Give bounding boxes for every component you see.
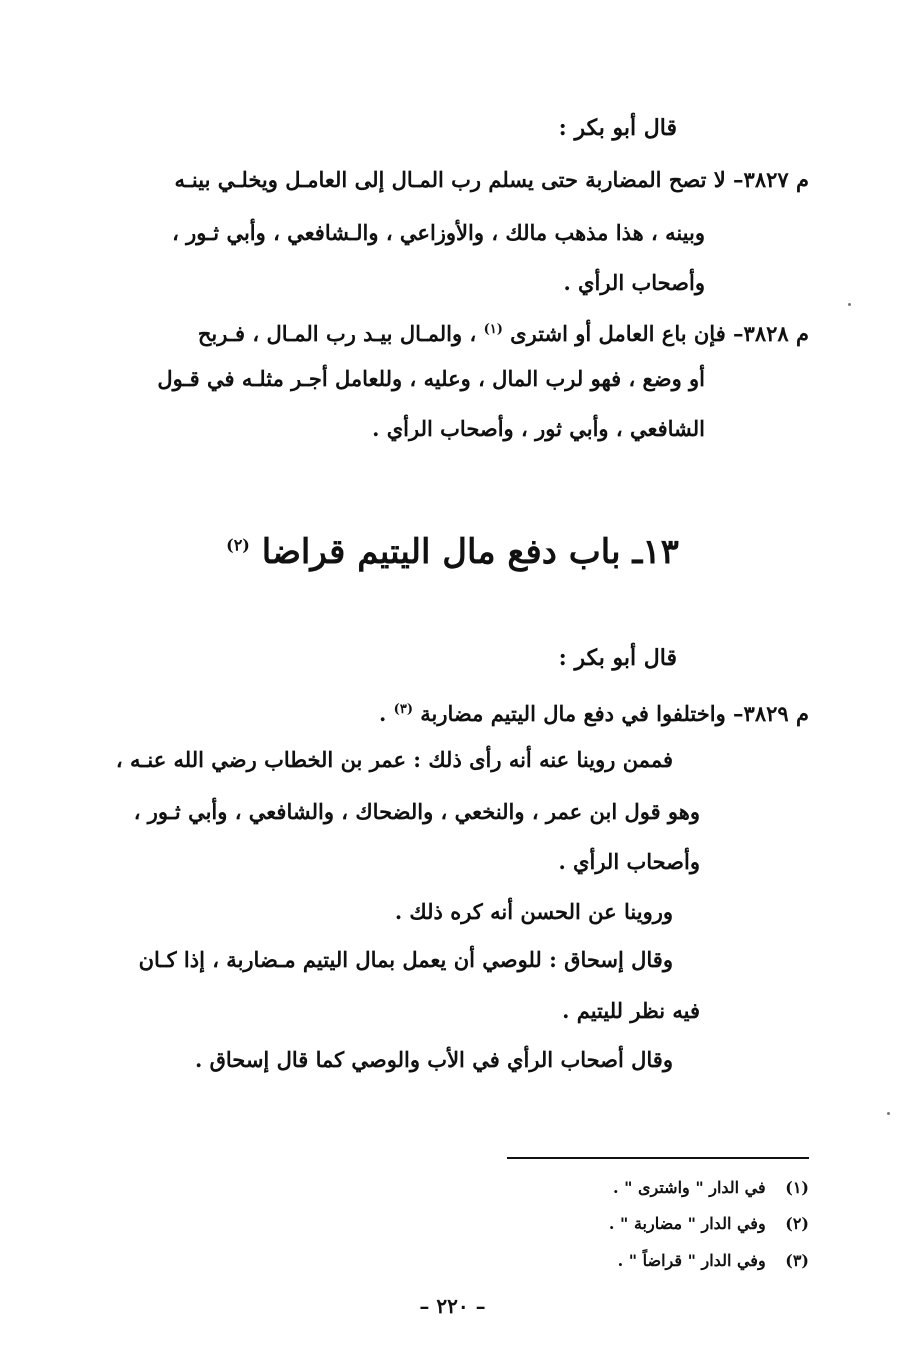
page-number: – ٢٢٠ – bbox=[419, 1294, 486, 1318]
scan-speck bbox=[887, 1112, 890, 1115]
item-text: واختلفوا في دفع مال اليتيم مضاربة bbox=[420, 701, 726, 726]
item-number: م ٣٨٢٧– bbox=[733, 167, 809, 192]
paragraph-line: الشافعي ، وأبي ثور ، وأصحاب الرأي . bbox=[372, 416, 705, 441]
footnote bbox=[618, 1251, 809, 1270]
footnote-separator bbox=[507, 1157, 809, 1159]
scan-speck bbox=[848, 303, 851, 306]
footnote-text: وفي الدار " قراضاً " . bbox=[617, 1251, 766, 1270]
paragraph-line: وقال أصحاب الرأي في الأب والوصي كما قال إسحاق . bbox=[194, 1047, 673, 1072]
footnote-text: في الدار " واشترى " . bbox=[612, 1178, 766, 1197]
footnote-ref[interactable]: (٢) bbox=[226, 535, 250, 555]
paragraph-line: وهو قول ابن عمر ، والنخعي ، والضحاك ، والشافعي ، وأبي ثـور ، bbox=[133, 799, 700, 824]
footnote-mark: (٢) bbox=[785, 1214, 809, 1233]
item-number: م ٣٨٢٨– bbox=[733, 321, 809, 346]
footnote-ref[interactable]: (١) bbox=[483, 322, 503, 337]
item-text: لا تصح المضاربة حتى يسلم رب المـال إلى العامـل ويخلـي بينـه bbox=[174, 167, 726, 192]
paragraph-line: وقال إسحاق : للوصي أن يعمل بمال اليتيم مـضاربة ، إذا كـان bbox=[138, 947, 673, 972]
paragraph-line: وأصحاب الرأي . bbox=[558, 849, 700, 874]
chapter-title bbox=[0, 532, 905, 572]
item-text: . bbox=[379, 701, 387, 726]
footnote-mark: (٣) bbox=[785, 1251, 809, 1270]
footnote bbox=[609, 1214, 809, 1233]
section-heading: قال أبو بكر : bbox=[558, 115, 677, 141]
paragraph-line: وروينا عن الحسن أنه كره ذلك . bbox=[394, 899, 673, 924]
paragraph-line: وأصحاب الرأي . bbox=[563, 270, 705, 295]
paragraph-line bbox=[198, 315, 809, 349]
footnote-text: وفي الدار " مضاربة " . bbox=[608, 1214, 766, 1233]
chapter-title-text: ١٣ـ باب دفع مال اليتيم قراضا bbox=[261, 532, 679, 572]
footnote bbox=[613, 1178, 809, 1197]
footnote-mark: (١) bbox=[785, 1178, 809, 1197]
item-number: م ٣٨٢٩– bbox=[733, 701, 809, 726]
paragraph-line bbox=[379, 695, 809, 729]
item-text: ، والمـال بيـد رب المـال ، فـربح bbox=[197, 321, 477, 346]
paragraph-line: فممن روينا عنه أنه رأى ذلك : عمر بن الخطاب رضي الله عنـه ، bbox=[115, 747, 673, 772]
paragraph-line: فيه نظر لليتيم . bbox=[562, 998, 700, 1023]
footnote-ref[interactable]: (٣) bbox=[393, 702, 413, 717]
paragraph-line bbox=[175, 165, 810, 195]
paragraph-line: وبينه ، هذا مذهب مالك ، والأوزاعي ، والـشافعي ، وأبي ثـور ، bbox=[172, 220, 705, 245]
section-heading: قال أبو بكر : bbox=[558, 645, 677, 671]
item-text: فإن باع العامل أو اشترى bbox=[510, 321, 726, 346]
paragraph-line: أو وضع ، فهو لرب المال ، وعليه ، وللعامل أجـر مثلـه في قـول bbox=[157, 366, 705, 391]
